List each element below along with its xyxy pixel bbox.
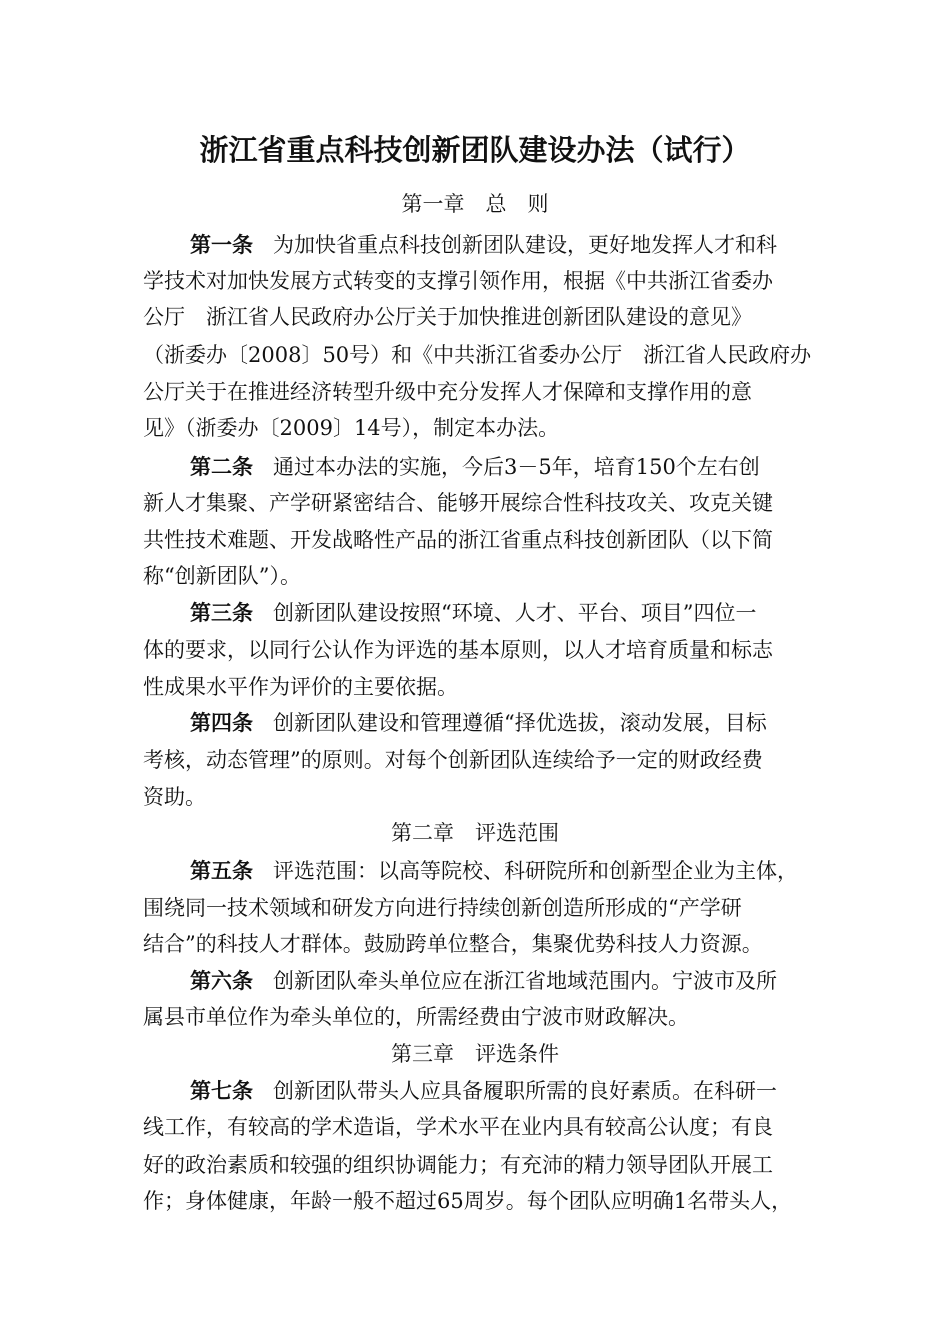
article-text: 创新团队建设和管理遵循“择优选拔，滚动发展，目标 (273, 711, 767, 735)
article-text: 为加快省重点科技创新团队建设，更好地发挥人才和科 (273, 233, 777, 257)
article-text-line: 公厅关于在推进经济转型升级中充分发挥人才保障和支撑作用的意 (143, 380, 752, 404)
article-text-line: 称“创新团队”）。 (143, 564, 301, 588)
article-text-line: 考核，动态管理”的原则。对每个创新团队连续给予一定的财政经费 (143, 748, 763, 772)
article-7-first-line (190, 1076, 870, 1106)
article-text: 创新团队建设按照“环境、人才、平台、项目”四位一 (273, 601, 757, 625)
article-label: 第四条 (190, 711, 253, 735)
article-text-line: 见》（浙委办〔2009〕14号），制定本办法。 (143, 416, 560, 440)
article-text-line: 新人才集聚、产学研紧密结合、能够开展综合性科技攻关、攻克关键 (143, 491, 773, 515)
article-text-line: 线工作，有较高的学术造诣，学术水平在业内具有较高公认度；有良 (143, 1115, 773, 1139)
article-label: 第一条 (190, 233, 253, 257)
article-text: 创新团队带头人应具备履职所需的良好素质。在科研一 (273, 1079, 777, 1103)
article-label: 第六条 (190, 969, 253, 993)
article-5-first-line (190, 856, 870, 886)
article-text-line: 资助。 (143, 785, 206, 809)
article-text: 创新团队牵头单位应在浙江省地域范围内。宁波市及所 (273, 969, 777, 993)
article-text: 评选范围：以高等院校、科研院所和创新型企业为主体， (273, 859, 798, 883)
article-4-first-line (190, 708, 870, 738)
article-2-first-line (190, 452, 870, 482)
article-1-first-line (190, 230, 870, 260)
article-label: 第二条 (190, 455, 253, 479)
chapter-heading: 第三章 评选条件 (391, 1042, 559, 1066)
article-text-line: 体的要求，以同行公认作为评选的基本原则，以人才培育质量和标志 (143, 638, 773, 662)
article-text: 通过本办法的实施，今后3－5年，培育150个左右创 (273, 455, 760, 479)
article-text-line: 围绕同一技术领域和研发方向进行持续创新创造所形成的“产学研 (143, 896, 742, 920)
article-text-line: 作；身体健康，年龄一般不超过65周岁。每个团队应明确1名带头人， (143, 1189, 793, 1213)
document-title: 浙江省重点科技创新团队建设办法（试行） (199, 133, 751, 167)
article-text-line: 好的政治素质和较强的组织协调能力；有充沛的精力领导团队开展工 (143, 1153, 773, 1177)
article-text-line: 公厅 浙江省人民政府办公厅关于加快推进创新团队建设的意见》 (143, 305, 752, 329)
article-text-line: 学技术对加快发展方式转变的支撑引领作用，根据《中共浙江省委办 (143, 269, 773, 293)
article-text-line: 结合”的科技人才群体。鼓励跨单位整合，集聚优势科技人力资源。 (143, 932, 763, 956)
article-text-line: 性成果水平作为评价的主要依据。 (143, 675, 458, 699)
article-6-first-line (190, 966, 870, 996)
article-text-line: 属县市单位作为牵头单位的，所需经费由宁波市财政解决。 (143, 1005, 689, 1029)
chapter-heading: 第一章 总 则 (401, 192, 549, 216)
article-label: 第七条 (190, 1079, 253, 1103)
article-text-line: 共性技术难题、开发战略性产品的浙江省重点科技创新团队（以下简 (143, 528, 773, 552)
article-text-line: （浙委办〔2008〕50号）和《中共浙江省委办公厅 浙江省人民政府办 (143, 343, 812, 367)
article-label: 第三条 (190, 601, 253, 625)
article-label: 第五条 (190, 859, 253, 883)
article-3-first-line (190, 598, 870, 628)
chapter-heading: 第二章 评选范围 (391, 821, 559, 845)
